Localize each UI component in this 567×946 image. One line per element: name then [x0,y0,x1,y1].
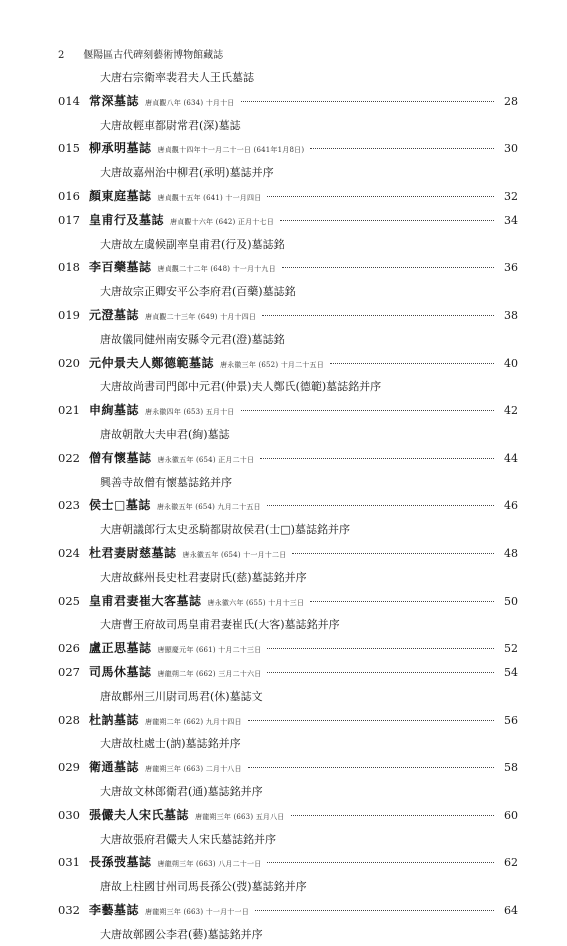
entry-page: 36 [504,261,518,275]
dot-leader [241,410,495,411]
toc-entry [58,542,518,566]
entry-number: 014 [58,93,80,108]
entry-number: 020 [58,355,80,370]
dot-leader [267,672,494,673]
dot-leader [267,505,494,506]
toc-entry [58,851,518,875]
dot-leader [267,862,494,863]
entry-title: 元澄墓誌 [89,307,140,322]
toc-entry [58,304,518,328]
toc-entry [58,590,518,614]
toc-subtitle: 大唐故左虞候副率皇甫君(行及)墓誌銘 [100,237,285,251]
entry-number: 016 [58,188,80,203]
toc-subtitle: 大唐曹王府故司馬皇甫君妻崔氏(大客)墓誌銘并序 [100,618,340,632]
toc-entry [58,447,518,471]
toc-subtitle: 大唐故尚書司門郎中元君(仲景)夫人鄭氏(德範)墓誌銘并序 [100,380,382,394]
entry-page: 28 [504,94,518,108]
entry-number: 018 [58,260,80,275]
toc-entry [58,185,518,209]
entry-title: 皇甫君妻崔大客墓誌 [89,593,202,608]
entry-date: 唐顯慶元年 (661) 十月二十三日 [157,646,262,655]
entry-number: 032 [58,902,80,917]
entry-date: 唐永徽五年 (654) 十一月十二日 [182,550,287,559]
entry-date: 唐龍朔三年 (663) 八月二十一日 [157,860,262,869]
entry-title: 司馬休墓誌 [89,664,152,679]
dot-leader [280,220,494,221]
entry-page: 34 [504,213,518,227]
dot-leader [310,601,494,602]
entry-page: 32 [504,189,518,203]
entry-date: 唐貞觀十六年 (642) 正月十七日 [170,217,274,226]
dot-leader [248,720,494,721]
dot-leader [330,363,494,364]
entry-date: 唐永徽五年 (654) 正月二十日 [157,455,255,464]
toc-subtitle: 大唐故文林郎衛君(通)墓誌銘并序 [100,784,263,798]
entry-page: 54 [504,665,518,679]
table-of-contents [58,66,518,946]
entry-page: 42 [504,404,518,418]
toc-subtitle: 大唐故鄣國公李君(藝)墓誌銘并序 [100,927,263,941]
entry-title: 衛通墓誌 [89,760,140,775]
dot-leader [267,648,494,649]
toc-entry [58,137,518,161]
entry-title: 侯士□墓誌 [89,498,151,513]
toc-entry [58,709,518,733]
entry-page: 50 [504,594,518,608]
entry-title: 盧正思墓誌 [89,641,152,656]
toc-subtitle: 大唐故杜處士(訥)墓誌銘并序 [100,737,241,751]
toc-subtitle: 大唐右宗衛率裴君夫人王氏墓誌 [100,71,254,84]
entry-date: 唐龍朔三年 (663) 五月八日 [195,812,285,821]
dot-leader [241,101,495,102]
entry-date: 唐永徽五年 (654) 九月二十五日 [156,503,261,512]
entry-date: 唐永徽三年 (652) 十月二十五日 [220,360,324,369]
toc-entry [58,90,518,114]
entry-title: 申絢墓誌 [89,403,140,418]
entry-page: 38 [504,308,518,322]
page-number: 2 [58,50,65,61]
toc-entry [58,352,518,376]
entry-title: 杜訥墓誌 [89,712,140,727]
entry-date: 唐龍朔二年 (662) 三月二十六日 [157,669,262,678]
entry-title: 柳承明墓誌 [89,141,152,156]
dot-leader [292,553,494,554]
entry-number: 030 [58,807,80,822]
entry-date: 唐龍朔三年 (663) 二月十八日 [145,765,242,774]
dot-leader [255,910,494,911]
entry-date: 唐龍朔三年 (663) 十一月十一日 [145,907,249,916]
dot-leader [248,767,494,768]
entry-title: 張儼夫人宋氏墓誌 [89,807,190,822]
toc-entry [58,399,518,423]
entry-date: 唐永徽四年 (653) 五月十日 [145,408,235,417]
entry-number: 026 [58,641,80,656]
entry-date: 唐永徽六年 (655) 十月十三日 [207,598,305,607]
entry-number: 024 [58,545,80,560]
entry-number: 025 [58,593,80,608]
entry-date: 唐貞觀十四年十一月二十一日 (641年1月8日) [157,146,305,155]
toc-subtitle: 大唐故宗正卿安平公李府君(百藥)墓誌銘 [100,285,296,299]
entry-number: 029 [58,760,80,775]
entry-page: 44 [504,451,518,465]
entry-page: 60 [504,808,518,822]
entry-page: 52 [504,642,518,656]
toc-entry [58,256,518,280]
entry-number: 021 [58,403,80,418]
toc-entry [58,209,518,233]
entry-date: 唐貞觀十五年 (641) 十一月四日 [157,193,262,202]
entry-number: 027 [58,664,80,679]
entry-title: 長孫弢墓誌 [89,855,152,870]
entry-page: 58 [504,761,518,775]
toc-entry [58,661,518,685]
entry-title: 元仲景夫人鄭德範墓誌 [89,355,215,370]
entry-number: 031 [58,855,80,870]
entry-number: 017 [58,212,80,227]
toc-entry [58,756,518,780]
entry-date: 唐貞觀二十二年 (648) 十一月十九日 [157,265,276,274]
dot-leader [260,458,494,459]
toc-entry [58,804,518,828]
entry-date: 唐貞觀二十三年 (649) 十月十四日 [145,312,257,321]
entry-page: 56 [504,713,518,727]
toc-subtitle: 大唐朝議郎行太史丞騎都尉故侯君(士□)墓誌銘并序 [100,523,350,537]
entry-page: 62 [504,856,518,870]
toc-subtitle: 唐故上柱國甘州司馬長孫公(弢)墓誌銘并序 [100,880,307,894]
entry-title: 僧有懷墓誌 [89,450,152,465]
entry-page: 40 [504,356,518,370]
entry-number: 023 [58,498,80,513]
dot-leader [291,815,495,816]
entry-title: 杜君妻尉慈墓誌 [89,545,177,560]
dot-leader [267,196,494,197]
entry-number: 019 [58,307,80,322]
entry-number: 022 [58,450,80,465]
toc-subtitle: 大唐故張府君儼夫人宋氏墓誌銘并序 [100,832,276,846]
entry-title: 皇甫行及墓誌 [89,212,165,227]
entry-page: 48 [504,546,518,560]
entry-date: 唐貞觀八年 (634) 十月十日 [145,98,235,107]
entry-title: 李百藥墓誌 [89,260,152,275]
toc-subtitle: 唐故儀同健州南安縣令元君(澄)墓誌銘 [100,332,285,346]
book-title: 偃陽區古代碑刻藝術博物館藏誌 [83,50,224,61]
toc-subtitle: 唐故鄜州三川尉司馬君(休)墓誌文 [100,689,263,703]
toc-subtitle: 大唐故嘉州治中柳君(承明)墓誌并序 [100,166,274,180]
entry-page: 46 [504,499,518,513]
toc-subtitle: 大唐故輕車都尉常君(深)墓誌 [100,118,241,132]
entry-number: 028 [58,712,80,727]
toc-entry [58,637,518,661]
dot-leader [310,148,494,149]
entry-title: 常深墓誌 [89,93,140,108]
entry-title: 李藝墓誌 [89,902,140,917]
entry-date: 唐龍朔二年 (662) 九月十四日 [145,717,242,726]
dot-leader [282,267,494,268]
toc-subtitle: 唐故朝散大夫申君(絢)墓誌 [100,427,230,441]
toc-subtitle: 興善寺故僧有懷墓誌銘并序 [100,475,232,489]
entry-page: 64 [504,903,518,917]
entry-page: 30 [504,142,518,156]
toc-entry [58,899,518,923]
running-header [58,46,223,61]
dot-leader [262,315,494,316]
entry-title: 顏東庭墓誌 [89,188,152,203]
entry-number: 015 [58,141,80,156]
toc-entry [58,494,518,518]
toc-subtitle: 大唐故蘇州長史杜君妻尉氏(慈)墓誌銘并序 [100,570,307,584]
